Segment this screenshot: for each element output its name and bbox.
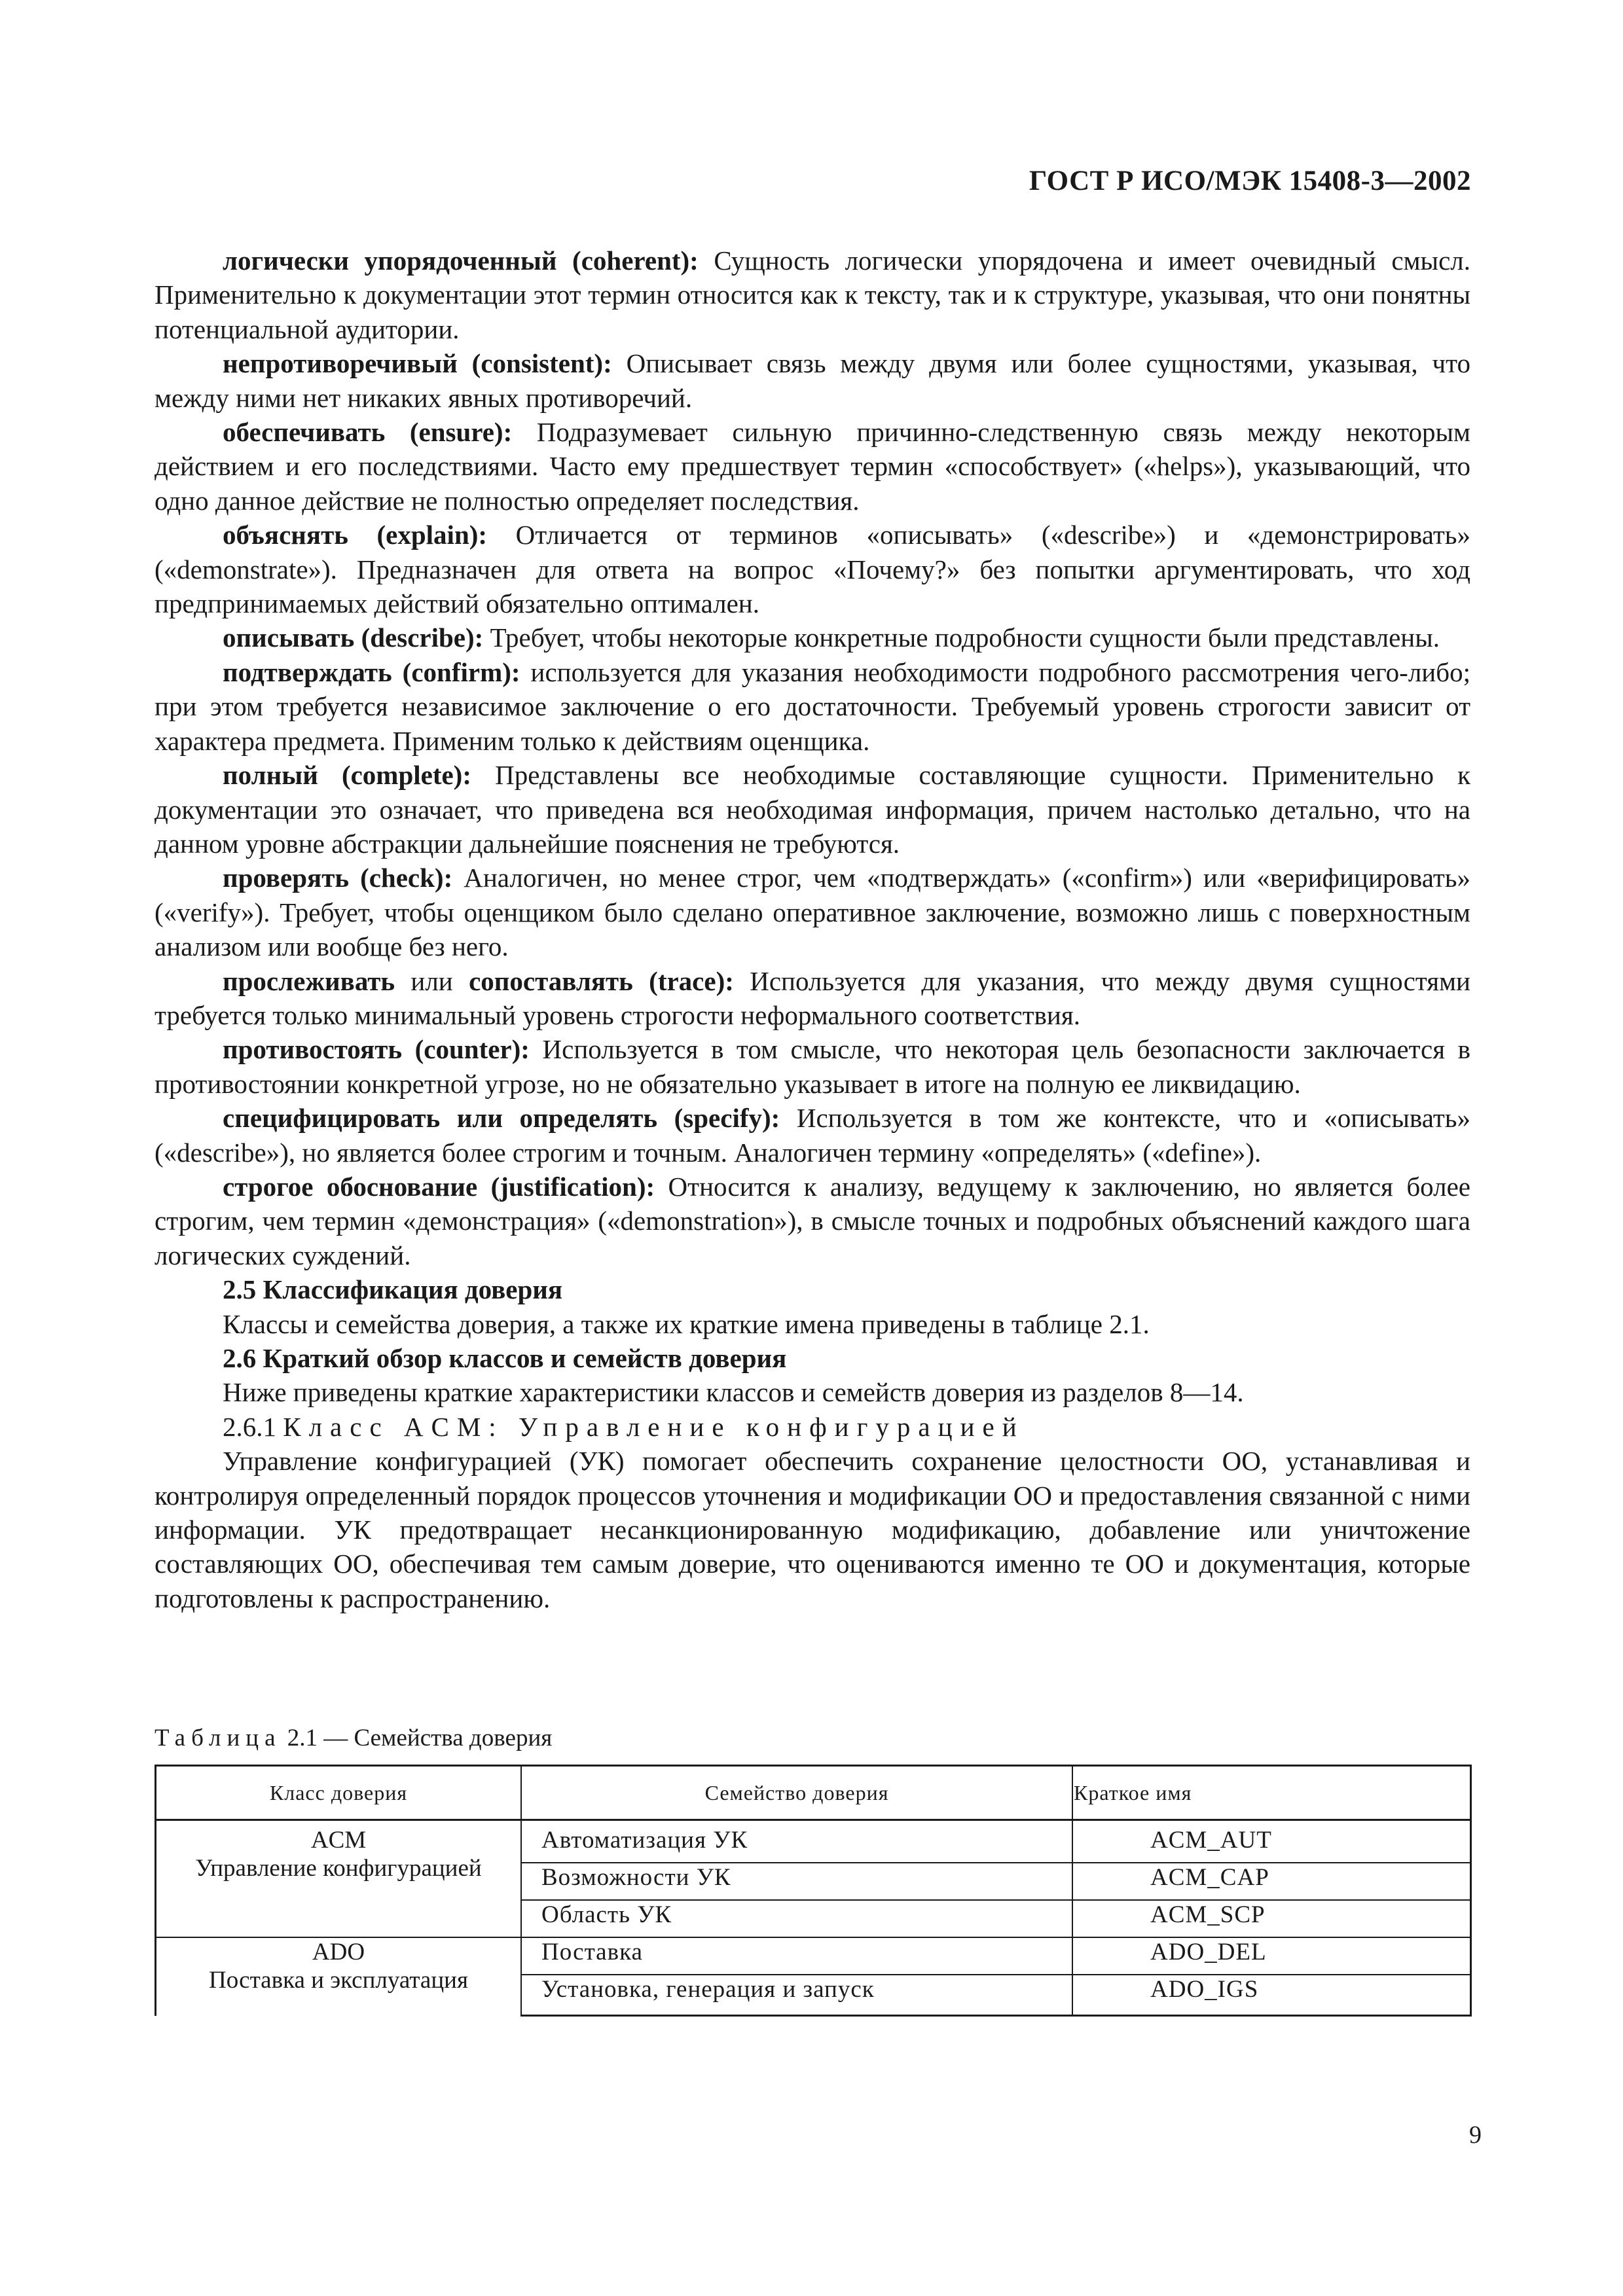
definition-text: Требует, чтобы некоторые конкретные подробности сущности были представлены.: [483, 622, 1440, 653]
definition-paragraph: [155, 861, 1470, 963]
table-header-row: [156, 1766, 1471, 1820]
definition-text: используется для указания необходимости подробного рассмотрения чего-либо; при этом требуется независимое заключение о его достаточности. Требуемый уровень строгости зависит от характера предмета. Применим только к действиям оценщика.: [155, 656, 1470, 756]
definition-term: обеспечивать (ensure):: [223, 417, 513, 448]
definition-text: Используется в том смысле, что некоторая цель безопасности заключается в противостоянии конкретной угрозе, но не обязательно указывает в итоге на полную ее ликвидацию.: [155, 1034, 1471, 1099]
class-code: ACM: [310, 1827, 367, 1854]
class-cell: [156, 1937, 522, 2016]
subsection-number: 2.6.1: [223, 1411, 276, 1442]
short-name-cell: ADO_IGS: [1072, 1975, 1471, 2016]
column-header-family: Семейство доверия: [521, 1766, 1072, 1820]
definition-term: строгое обоснование (justification):: [223, 1171, 655, 1202]
definition-text: Аналогичен, но менее строг, чем «подтверждать» («confirm») или «верифицировать» («verify»). Требует, чтобы оценщиком было сделано оперативное заключение, возможно лишь с поверхностным анализом или вообще без него.: [155, 863, 1470, 962]
table-caption-label: Таблица: [155, 1725, 282, 1751]
standard-header: ГОСТ Р ИСО/МЭК 15408-3—2002: [1029, 166, 1471, 196]
class-name: Поставка и эксплуатация: [209, 1967, 468, 1994]
definition-term: объяснять (explain):: [223, 520, 488, 550]
definition-paragraph: [155, 243, 1470, 346]
definition-text: Представлены все необходимые составляющие сущности. Применительно к документации это означает, что приведена вся необходимая информация, причем настолько детально, что на данном уровне абстракции дальнейшие пояснения не требуются.: [155, 760, 1470, 859]
definition-paragraph: [155, 518, 1470, 620]
definition-paragraph: [155, 1170, 1470, 1272]
family-cell: Возможности УК: [521, 1863, 1072, 1900]
table-caption-text: 2.1 — Семейства доверия: [287, 1725, 553, 1751]
definition-term: прослеживать: [223, 965, 395, 996]
class-code: ADO: [312, 1939, 365, 1965]
short-name-cell: ACM_AUT: [1072, 1820, 1471, 1863]
definition-paragraph: [155, 620, 1470, 655]
definition-term: полный (complete):: [223, 760, 471, 791]
definition-term: логически упорядоченный (coherent):: [223, 245, 699, 276]
definition-paragraph: [155, 1101, 1470, 1170]
definition-text: Относится к анализу, ведущему к заключению, но является более строгим, чем термин «демонстрация» («demonstration»), в смысле точных и подробных объяснений каждого шага логических суждений.: [155, 1171, 1471, 1270]
column-header-class: Класс доверия: [156, 1766, 522, 1820]
family-cell: Область УК: [521, 1900, 1072, 1937]
definition-term: проверять (check):: [223, 863, 453, 893]
family-cell: Поставка: [521, 1937, 1072, 1975]
subsection-title: Класс ACM: Управление конфигурацией: [283, 1411, 1025, 1442]
definition-paragraph: [155, 415, 1470, 518]
class-cell: [156, 1820, 522, 1938]
definition-connector: или: [395, 965, 469, 996]
definition-paragraph: [155, 964, 1470, 1033]
definition-term: непротиворечивый (consistent):: [223, 348, 612, 379]
definition-term: подтверждать (confirm):: [223, 656, 520, 687]
column-header-short-name: Краткое имя: [1072, 1766, 1471, 1820]
definition-text: Описывает связь между двумя или более сущностями, указывая, что между ними нет никаких явных противоречий.: [155, 348, 1471, 413]
definition-text: Подразумевает сильную причинно-следственную связь между некоторым действием и его последствиями. Часто ему предшествует термин «способствует» («helps»), указывающий, что одно данное действие не полностью определяет последствия.: [155, 417, 1470, 516]
short-name-cell: ACM_SCP: [1072, 1900, 1471, 1937]
definition-paragraph: [155, 1032, 1470, 1101]
table-row: [156, 1820, 1471, 1863]
short-name-cell: ACM_CAP: [1072, 1863, 1471, 1900]
document-body: [155, 243, 1470, 1615]
family-cell: Установка, генерация и запуск: [521, 1975, 1072, 2016]
definition-term: описывать (describe):: [223, 622, 484, 653]
definition-paragraph: [155, 346, 1470, 415]
short-name-cell: ADO_DEL: [1072, 1937, 1471, 1975]
family-cell: Автоматизация УК: [521, 1820, 1072, 1863]
assurance-families-table: [155, 1765, 1472, 2017]
definition-paragraph: [155, 758, 1470, 861]
subsection-heading-2-6-1: [155, 1410, 1470, 1444]
section-text-2-5: Классы и семейства доверия, а также их краткие имена приведены в таблице 2.1.: [223, 1308, 1150, 1339]
section-heading-2-6: 2.6 Краткий обзор классов и семейств доверия: [223, 1343, 787, 1373]
subsection-text-2-6-1: Управление конфигурацией (УК) помогает обеспечить сохранение целостности ОО, устанавливая и контролируя определенный порядок процессов уточнения и модификации ОО и предоставления связанной с ними информации. УК предотвращает несанкционированную модификацию, добавление или уничтожение составляющих ОО, обеспечивая тем самым доверие, что оцениваются именно те ОО и документация, которые подготовлены к распространению.: [155, 1446, 1470, 1613]
definition-term: специфицировать или определять (specify):: [223, 1103, 780, 1134]
page-number: 9: [1469, 2121, 1482, 2149]
definition-text: Сущность логически упорядочена и имеет очевидный смысл. Применительно к документации этот термин относится как к тексту, так и к структуре, указывая, что они понятны потенциальной аудитории.: [155, 245, 1471, 344]
section-heading-2-5: 2.5 Классификация доверия: [223, 1274, 563, 1305]
table-row: [156, 1937, 1471, 1975]
definition-paragraph: [155, 655, 1470, 758]
definition-text: Отличается от терминов «описывать» («describe») и «демонстрировать» («demonstrate»). Предназначен для ответа на вопрос «Почему?» без попытки аргументировать, что ход предпринимаемых действий обязательно оптимален.: [155, 520, 1470, 619]
definition-text: Используется для указания, что между двумя сущностями требуется только минимальный уровень строгости неформального соответствия.: [155, 965, 1470, 1030]
definition-term-alt: сопоставлять (trace):: [469, 965, 734, 996]
table-caption: [155, 1724, 552, 1752]
definition-term: противостоять (counter):: [223, 1034, 530, 1065]
section-text-2-6: Ниже приведены краткие характеристики классов и семейств доверия из разделов 8—14.: [223, 1377, 1244, 1408]
definition-text: Используется в том же контексте, что и «описывать» («describe»), но является более строгим и точным. Аналогичен термину «определять» («define»).: [155, 1103, 1470, 1168]
class-name: Управление конфигурацией: [195, 1855, 482, 1882]
